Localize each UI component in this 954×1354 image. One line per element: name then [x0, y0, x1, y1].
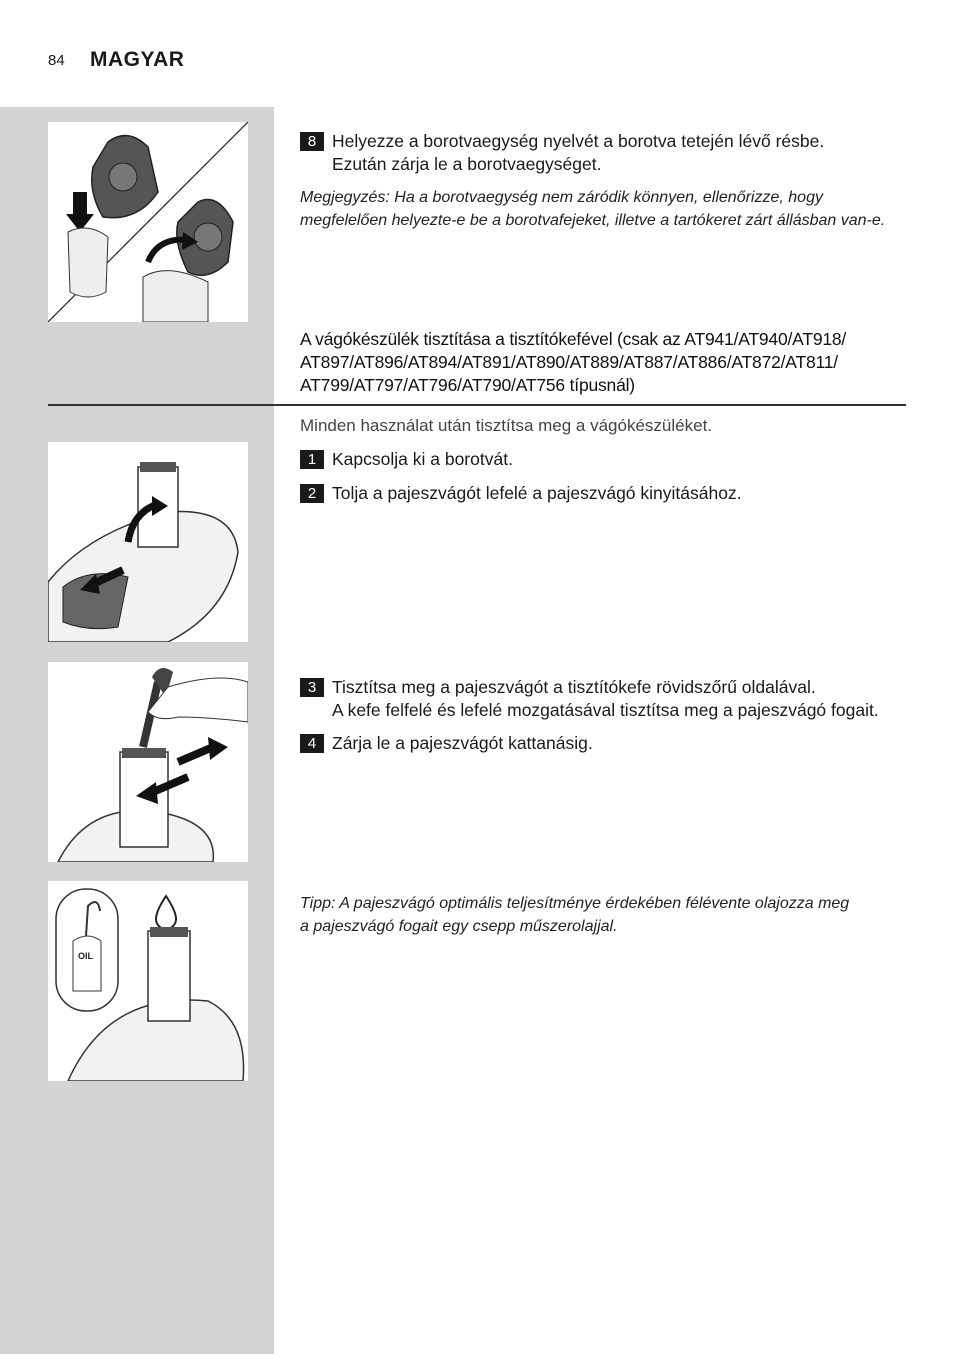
tip	[300, 892, 906, 938]
oil-label: OIL	[78, 951, 93, 961]
step-text: Helyezze a borotvaegység nyelvét a borotva tetején lévő résbe.	[332, 131, 825, 151]
section-heading	[300, 328, 906, 397]
section-divider	[48, 404, 906, 406]
note-line: Megjegyzés: Ha a borotvaegység nem záródik könnyen, ellenőrizze, hogy	[300, 189, 823, 206]
step-text: A kefe felfelé és lefelé mozgatásával tisztítsa meg a pajeszvágó fogait.	[332, 700, 879, 720]
note	[300, 186, 906, 232]
step-text: Tisztítsa meg a pajeszvágót a tisztítókefe rövidszőrű oldalával.	[332, 677, 816, 697]
heading-line: AT897/AT896/AT894/AT891/AT890/AT889/AT887/AT886/AT872/AT811/	[300, 352, 838, 372]
note-line: megfelelően helyezte-e be a borotvafejeket, illetve a tartókeret zárt állásban van-e.	[300, 212, 886, 229]
illustration-pointer	[248, 674, 272, 698]
step-2	[300, 482, 906, 505]
step-text: Zárja le a pajeszvágót kattanásig.	[332, 733, 593, 753]
step-number: 1	[300, 450, 324, 469]
step-number: 3	[300, 678, 324, 697]
step-3	[300, 676, 906, 722]
page-language-title: MAGYAR	[90, 48, 185, 71]
step-4	[300, 732, 906, 755]
tip-line: Tipp: A pajeszvágó optimális teljesítménye érdekében félévente olajozza meg	[300, 895, 850, 912]
illustration-pointer	[248, 890, 272, 914]
illustration-oiling	[48, 881, 248, 1081]
illustration-pointer	[248, 130, 272, 154]
illustration-brushing	[48, 662, 248, 862]
heading-line: AT799/AT797/AT796/AT790/AT756 típusnál)	[300, 375, 635, 395]
step-number: 2	[300, 484, 324, 503]
step-8	[300, 130, 906, 176]
step-number: 4	[300, 734, 324, 753]
tip-line: a pajeszvágó fogait egy csepp műszerolajjal.	[300, 918, 618, 935]
illustration-open-trimmer	[48, 442, 248, 642]
step-text: Tolja a pajeszvágót lefelé a pajeszvágó kinyitásához.	[332, 483, 742, 503]
intro-text: Minden használat után tisztítsa meg a vágókészüléket.	[300, 416, 713, 435]
page-number: 84	[48, 52, 65, 69]
illustration-shaving-unit-close	[48, 122, 248, 322]
illustration-pointer	[248, 482, 272, 506]
step-text: Kapcsolja ki a borotvát.	[332, 449, 513, 469]
step-text: Ezután zárja le a borotvaegységet.	[332, 154, 602, 174]
step-1	[300, 448, 906, 471]
step-number: 8	[300, 132, 324, 151]
heading-line: A vágókészülék tisztítása a tisztítókefével (csak az AT941/AT940/AT918/	[300, 329, 847, 349]
